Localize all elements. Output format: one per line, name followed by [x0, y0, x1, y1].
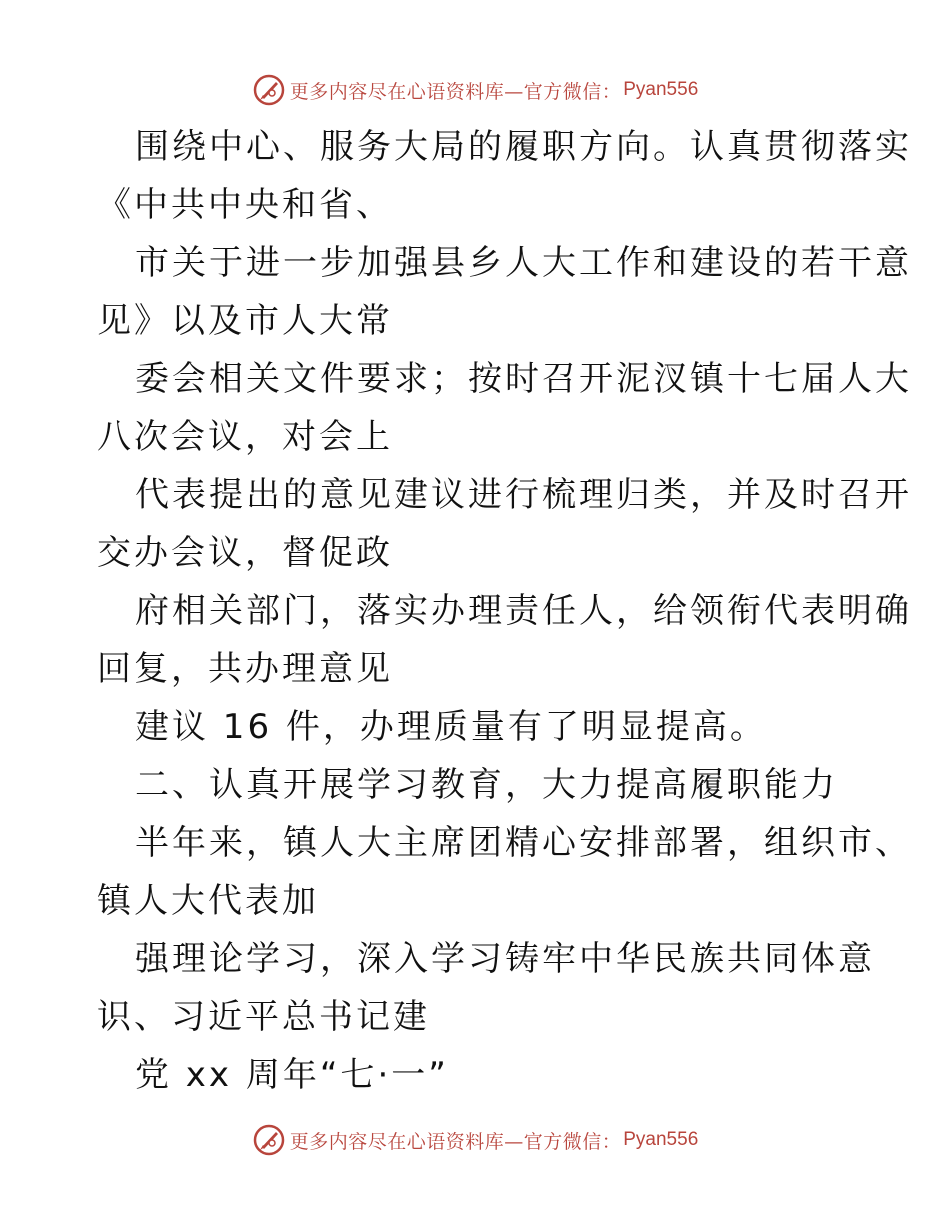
- paragraph-line: 回复，共办理意见: [97, 649, 393, 689]
- paragraph-line: 《中共中央和省、: [97, 185, 393, 225]
- paragraph-line: 见》以及市人大常: [97, 301, 393, 341]
- paragraph-line: 八次会议，对会上: [97, 417, 393, 457]
- footer-watermark: [0, 1120, 950, 1160]
- paragraph-line: 代表提出的意见建议进行梳理归类，并及时召开: [135, 475, 912, 515]
- watermark-wechat-id: Pyan556: [623, 79, 699, 100]
- paragraph-line: 围绕中心、服务大局的履职方向。认真贯彻落实: [135, 127, 912, 167]
- header-watermark: [0, 70, 950, 110]
- paragraph-line: 市关于进一步加强县乡人大工作和建设的若干意: [135, 243, 912, 283]
- paragraph-line: 识、习近平总书记建: [97, 997, 430, 1037]
- paragraph-line: 委会相关文件要求；按时召开泥汊镇十七届人大: [135, 359, 912, 399]
- section-heading: 二、认真开展学习教育，大力提高履职能力: [135, 765, 838, 805]
- watermark-text: 更多内容尽在心语资料库—官方微信：: [289, 1130, 622, 1153]
- paragraph-line: 镇人大代表加: [97, 881, 319, 921]
- document-body: [97, 118, 912, 1104]
- paragraph-line: 府相关部门，落实办理责任人，给领衔代表明确: [135, 591, 912, 631]
- paragraph-line: 建议 16 件，办理质量有了明显提高。: [135, 707, 767, 747]
- watermark-text: 更多内容尽在心语资料库—官方微信：: [289, 80, 622, 103]
- pen-logo-icon: [252, 73, 286, 107]
- paragraph-line: 强理论学习，深入学习铸牢中华民族共同体意: [135, 939, 875, 979]
- paragraph-line: 半年来，镇人大主席团精心安排部署，组织市、: [135, 823, 912, 863]
- paragraph-line: 党 xx 周年“七·一”: [135, 1055, 449, 1095]
- watermark-wechat-id: Pyan556: [623, 1129, 699, 1150]
- paragraph-line: 交办会议，督促政: [97, 533, 393, 573]
- pen-logo-icon: [252, 1123, 286, 1157]
